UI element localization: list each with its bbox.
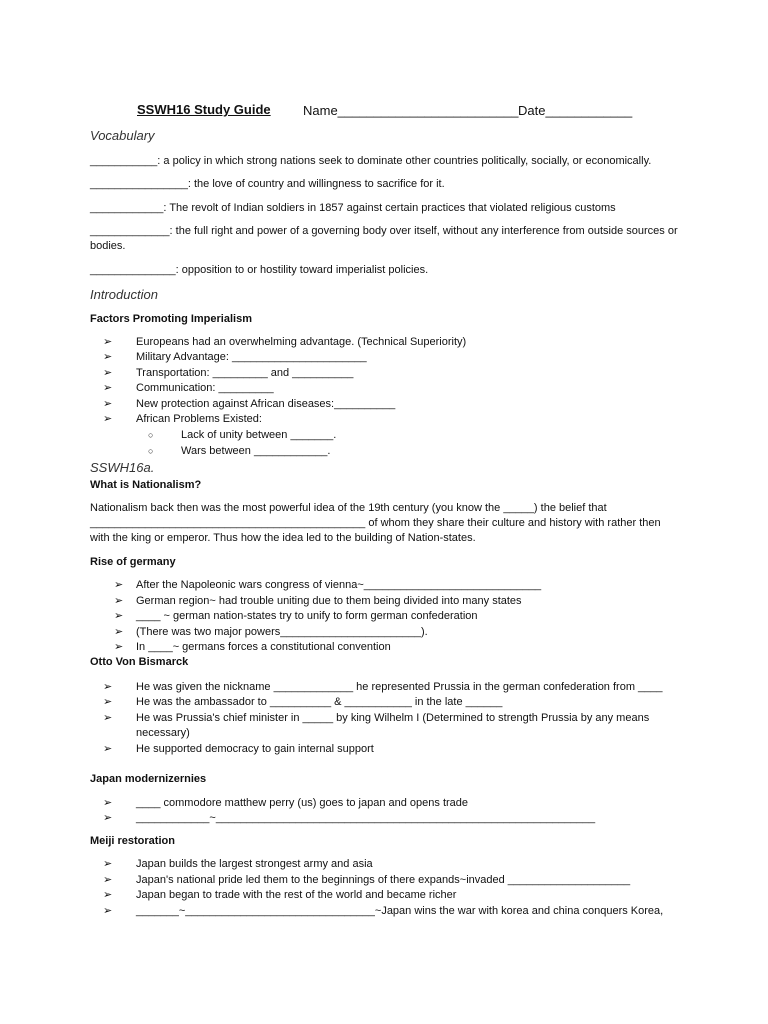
list-item: He supported democracy to gain internal support <box>136 743 374 755</box>
list-item: Lack of unity between _______. <box>181 429 337 441</box>
bullet-icon: ➢ <box>103 874 113 886</box>
vocab-line-sepoy: ____________: The revolt of Indian soldiers in 1857 against certain practices that violated religious customs <box>90 202 616 214</box>
list-item: After the Napoleonic wars congress of vienna~_____________________________ <box>136 579 542 591</box>
list-item: (There was two major powers_______________________). <box>136 626 428 638</box>
bullet-icon: ➢ <box>103 681 113 693</box>
list-item: He was Prussia's chief minister in _____ by king Wilhelm I (Determined to strength Prussia by any means necessary) <box>136 712 650 739</box>
list-item: New protection against African diseases:__________ <box>136 398 396 410</box>
list-item: He was the ambassador to __________ & ___________ in the late ______ <box>136 696 503 708</box>
japan-heading: Japan modernizernies <box>90 773 207 785</box>
bullet-icon: ➢ <box>114 579 124 591</box>
bullet-icon: ➢ <box>114 626 124 638</box>
vocabulary-heading: Vocabulary <box>90 128 155 143</box>
list-item: In ____~ germans forces a constitutional convention <box>136 641 391 653</box>
bullet-icon: ➢ <box>114 610 124 622</box>
circle-bullet-icon: ○ <box>148 430 154 440</box>
bullet-icon: ➢ <box>114 595 124 607</box>
bullet-icon: ➢ <box>103 413 113 425</box>
vocab-line-anti-imperialism: ______________: opposition to or hostility toward imperialist policies. <box>90 264 429 276</box>
sswh16a-heading: SSWH16a. <box>90 460 155 475</box>
bismarck-heading: Otto Von Bismarck <box>90 656 189 668</box>
bullet-icon: ➢ <box>103 812 113 824</box>
vocab-line-nationalism: ________________: the love of country and willingness to sacrifice for it. <box>90 178 445 190</box>
list-item: Europeans had an overwhelming advantage. (Technical Superiority) <box>136 336 467 348</box>
bullet-icon: ➢ <box>103 398 113 410</box>
list-item: Japan's national pride led them to the beginnings of there expands~invaded ____________________ <box>136 874 631 886</box>
list-item: Japan began to trade with the rest of the world and became richer <box>136 889 457 901</box>
bullet-icon: ➢ <box>103 367 113 379</box>
vocab-line-sovereignty: _____________: the full right and power of a governing body over itself, without any interference from outside sources or bodies. <box>90 225 678 252</box>
vocab-line-imperialism: ___________: a policy in which strong nations seek to dominate other countries politically, socially, or economically. <box>90 155 652 167</box>
list-item: Communication: _________ <box>136 382 274 394</box>
circle-bullet-icon: ○ <box>148 446 154 456</box>
bullet-icon: ➢ <box>103 336 113 348</box>
introduction-heading: Introduction <box>90 287 158 302</box>
bullet-icon: ➢ <box>103 696 113 708</box>
bullet-icon: ➢ <box>103 858 113 870</box>
list-item: ____________~______________________________________________________________ <box>136 812 596 824</box>
list-item: Transportation: _________ and __________ <box>136 367 354 379</box>
page-title: SSWH16 Study Guide <box>137 102 271 117</box>
bullet-icon: ➢ <box>103 889 113 901</box>
bullet-icon: ➢ <box>103 905 113 917</box>
bullet-icon: ➢ <box>103 797 113 809</box>
nationalism-paragraph: Nationalism back then was the most powerful idea of the 19th century (you know the _____) the belief that _____________________________________________ of whom they share their culture and history with rather then with the king or emperor. Thus how the idea led to the building of Nation-states. <box>90 502 661 544</box>
bullet-icon: ➢ <box>103 382 113 394</box>
name-field: Name_________________________ <box>303 103 519 118</box>
list-item: German region~ had trouble uniting due to them being divided into many states <box>136 595 522 607</box>
bullet-icon: ➢ <box>103 712 113 724</box>
list-item: _______~_______________________________~Japan wins the war with korea and china conquers Korea, <box>136 905 664 917</box>
list-item: He was given the nickname _____________ he represented Prussia in the german confederation from ____ <box>136 681 663 693</box>
list-item: African Problems Existed: <box>136 413 262 425</box>
bullet-icon: ➢ <box>114 641 124 653</box>
bullet-icon: ➢ <box>103 743 113 755</box>
list-item: Wars between ____________. <box>181 445 331 457</box>
date-field: Date____________ <box>518 103 633 118</box>
list-item: Japan builds the largest strongest army and asia <box>136 858 373 870</box>
germany-heading: Rise of germany <box>90 556 176 568</box>
factors-subheading: Factors Promoting Imperialism <box>90 313 252 325</box>
list-item: ____ ~ german nation-states try to unify to form german confederation <box>136 610 478 622</box>
list-item: ____ commodore matthew perry (us) goes to japan and opens trade <box>136 797 469 809</box>
nationalism-question: What is Nationalism? <box>90 479 202 491</box>
list-item: Military Advantage: ______________________ <box>136 351 367 363</box>
bullet-icon: ➢ <box>103 351 113 363</box>
meiji-heading: Meiji restoration <box>90 835 175 847</box>
